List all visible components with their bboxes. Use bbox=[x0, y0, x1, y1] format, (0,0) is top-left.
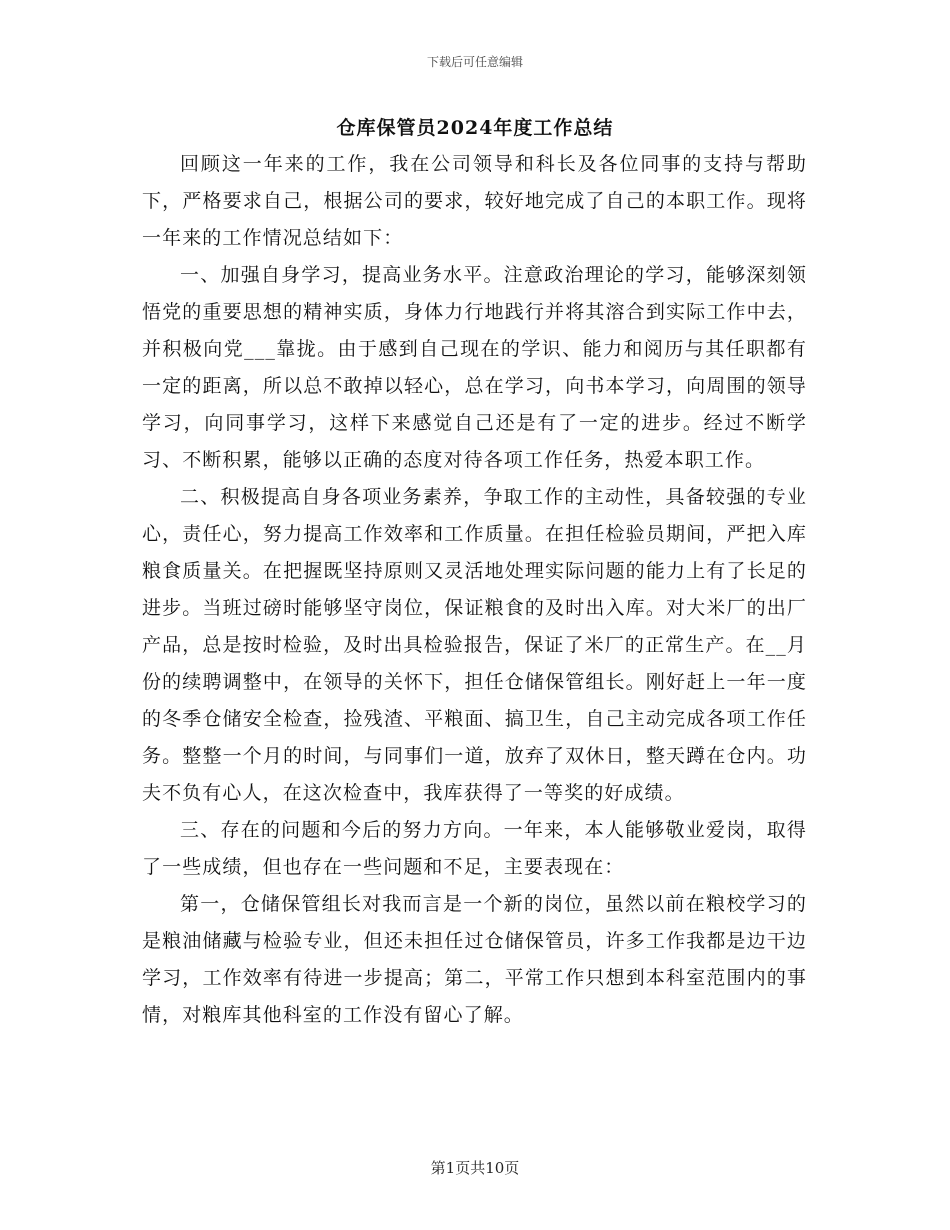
page-header-note: 下载后可任意编辑 bbox=[426, 55, 523, 69]
paragraph-intro: 回顾这一年来的工作，我在公司领导和科长及各位同事的支持与帮助下，严格要求自己，根据公司的要求，较好地完成了自己的本职工作。现将一年来的工作情况总结如下： bbox=[142, 153, 807, 249]
paragraph-section-3: 三、存在的问题和今后的努力方向。一年来，本人能够敬业爱岗，取得了一些成绩，但也存在一些问题和不足，主要表现在： bbox=[142, 819, 807, 878]
page-number: 第1页共10页 bbox=[430, 1159, 520, 1177]
paragraph-section-2: 二、积极提高自身各项业务素养，争取工作的主动性，具备较强的专业心，责任心，努力提高工作效率和工作质量。在担任检验员期间，严把入库粮食质量关。在把握既坚持原则又灵活地处理实际问题的能力上有了长足的进步。当班过磅时能够坚守岗位，保证粮食的及时出入库。对大米厂的出厂产品，总是按时检验，及时出具检验报告，保证了米厂的正常生产。在__月份的续聘调整中，在领导的关怀下，担任仓储保管组长。刚好赶上一年一度的冬季仓储安全检查，捡残渣、平粮面、搞卫生，自己主动完成各项工作任务。整整一个月的时间，与同事们一道，放弃了双休日，整天蹲在仓内。功夫不负有心人，在这次检查中，我库获得了一等奖的好成绩。 bbox=[142, 486, 807, 804]
document-body bbox=[142, 146, 807, 1034]
paragraph-problems: 第一，仓储保管组长对我而言是一个新的岗位，虽然以前在粮校学习的是粮油储藏与检验专业，但还未担任过仓储保管员，许多工作我都是边干边学习，工作效率有待进一步提高；第二，平常工作只想到本科室范围内的事情，对粮库其他科室的工作没有留心了解。 bbox=[142, 893, 807, 1026]
document-title: 仓库保管员2024年度工作总结 bbox=[336, 117, 614, 139]
paragraph-section-1: 一、加强自身学习，提高业务水平。注意政治理论的学习，能够深刻领悟党的重要思想的精神实质，身体力行地践行并将其溶合到实际工作中去，并积极向党___靠拢。由于感到自己现在的学识、能力和阅历与其任职都有一定的距离，所以总不敢掉以轻心，总在学习，向书本学习，向周围的领导学习，向同事学习，这样下来感觉自己还是有了一定的进步。经过不断学习、不断积累，能够以正确的态度对待各项工作任务，热爱本职工作。 bbox=[142, 264, 807, 471]
